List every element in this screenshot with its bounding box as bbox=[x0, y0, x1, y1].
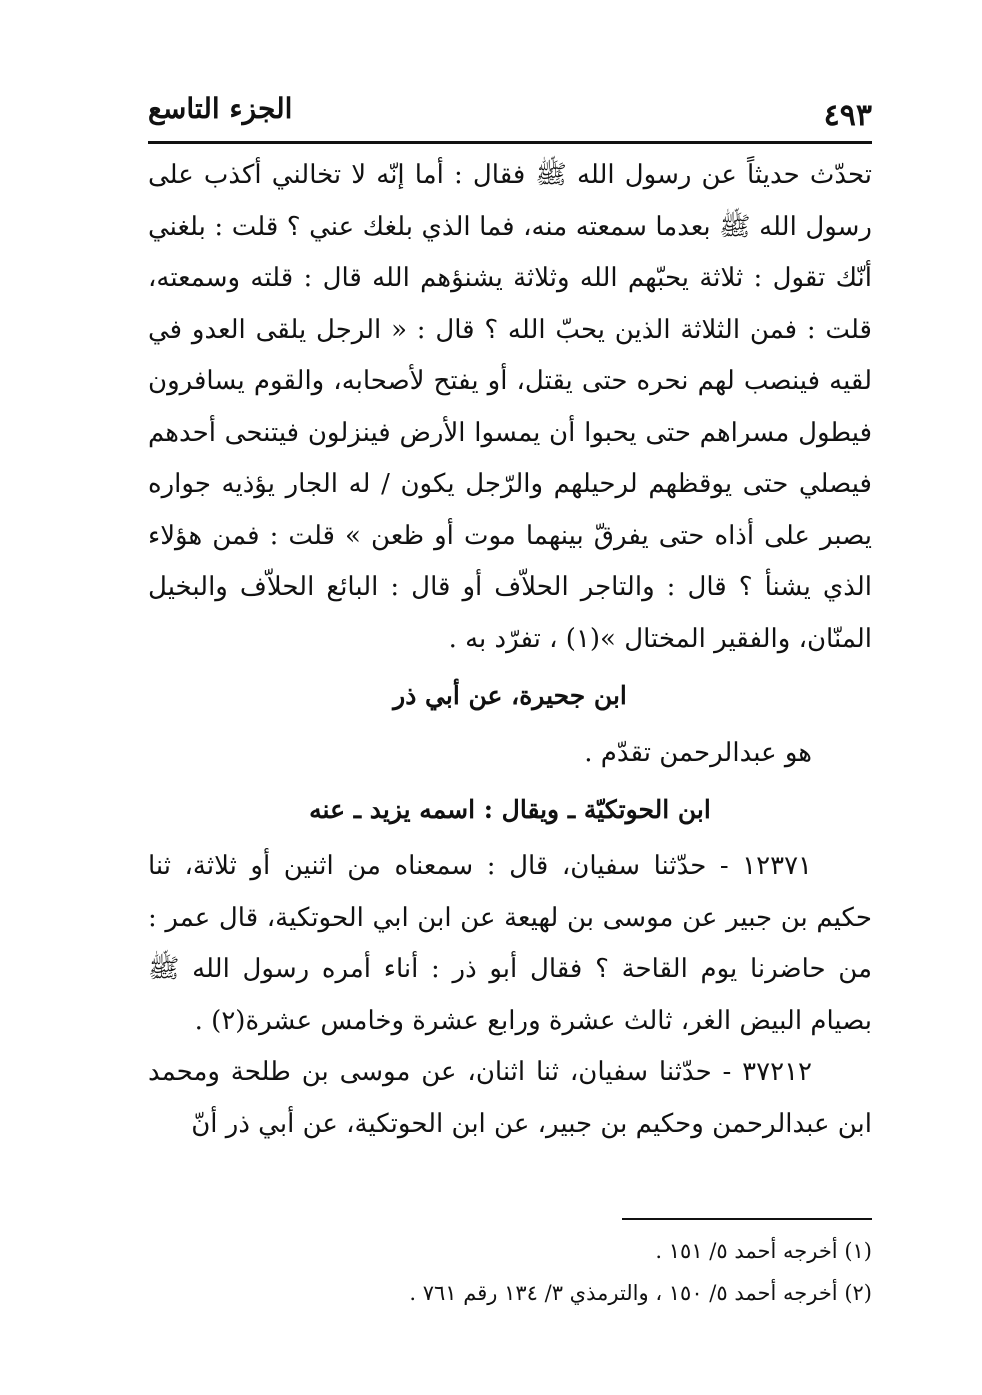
page-number: ٤٩٣ bbox=[823, 98, 872, 133]
footnote-2: (٢) أخرجه أحمد ٥/ ١٥٠ ، والترمذي ٣/ ١٣٤ رقم ٧٦١ . bbox=[409, 1281, 872, 1305]
footnotes bbox=[148, 1230, 872, 1314]
header-divider bbox=[148, 141, 872, 144]
section-note: هو عبدالرحمن تقدّم . bbox=[584, 738, 812, 768]
page-header bbox=[148, 88, 872, 132]
section-heading-ibn-al-hutakiyya: ابن الحوتكيّة ـ ويقال : اسمه يزيد ـ عنه bbox=[309, 795, 711, 824]
hadith-37212: ٣٧٢١٢ - حدّثنا سفيان، ثنا اثنان، عن موسى بن طلحة ومحمد ابن عبدالرحمن وحكيم بن جبير، عن ابن الحوتكية، عن أبي ذر أنّ bbox=[148, 1057, 872, 1139]
paragraph-continuation: تحدّث حديثاً عن رسول الله ﷺ فقال : أما إنّه لا تخالني أكذب على رسول الله ﷺ بعدما سمعته منه، فما الذي بلغك عني ؟ قلت : بلغني أنّك تقول : ثلاثة يحبّهم الله وثلاثة يشنؤهم الله قال : قلته وسمعته، قلت : فمن الثلاثة الذين يحبّ الله ؟ قال : « الرجل يلقى العدو في لقيه فينصب لهم نحره حتى يقتل، أو يفتح لأصحابه، والقوم يسافرون فيطول مسراهم حتى يحبوا أن يمسوا الأرض فينزلون فيتنحى أحدهم فيصلي حتى يوقظهم لرحيلهم والرّجل يكون / له الجار يؤذيه جواره يصبر على أذاه حتى يفرقّ بينهما موت أو ظعن » قلت : فمن هؤلاء الذي يشنأ ؟ قال : والتاجر الحلاّف أو قال : البائع الحلاّف والبخيل المنّان، والفقير المختال »(١) ، تفرّد به . bbox=[148, 160, 872, 654]
section-heading-ibn-juhaira: ابن جحيرة، عن أبي ذر bbox=[393, 681, 627, 710]
volume-title: الجزء التاسع bbox=[148, 92, 293, 125]
footnote-divider bbox=[622, 1218, 872, 1220]
hadith-12371: ١٢٣٧١ - حدّثنا سفيان، قال : سمعناه من اثنين أو ثلاثة، ثنا حكيم بن جبير عن موسى بن لهيعة عن ابن ابي الحوتكية، قال عمر : من حاضرنا يوم القاحة ؟ فقال أبو ذر : أناء أمره رسول الله ﷺ بصيام البيض الغر، ثالث عشرة ورابع عشرة وخامس عشرة(٢) . bbox=[148, 851, 872, 1036]
footnote-1: (١) أخرجه أحمد ٥/ ١٥١ . bbox=[655, 1239, 872, 1263]
main-text bbox=[148, 150, 872, 1150]
